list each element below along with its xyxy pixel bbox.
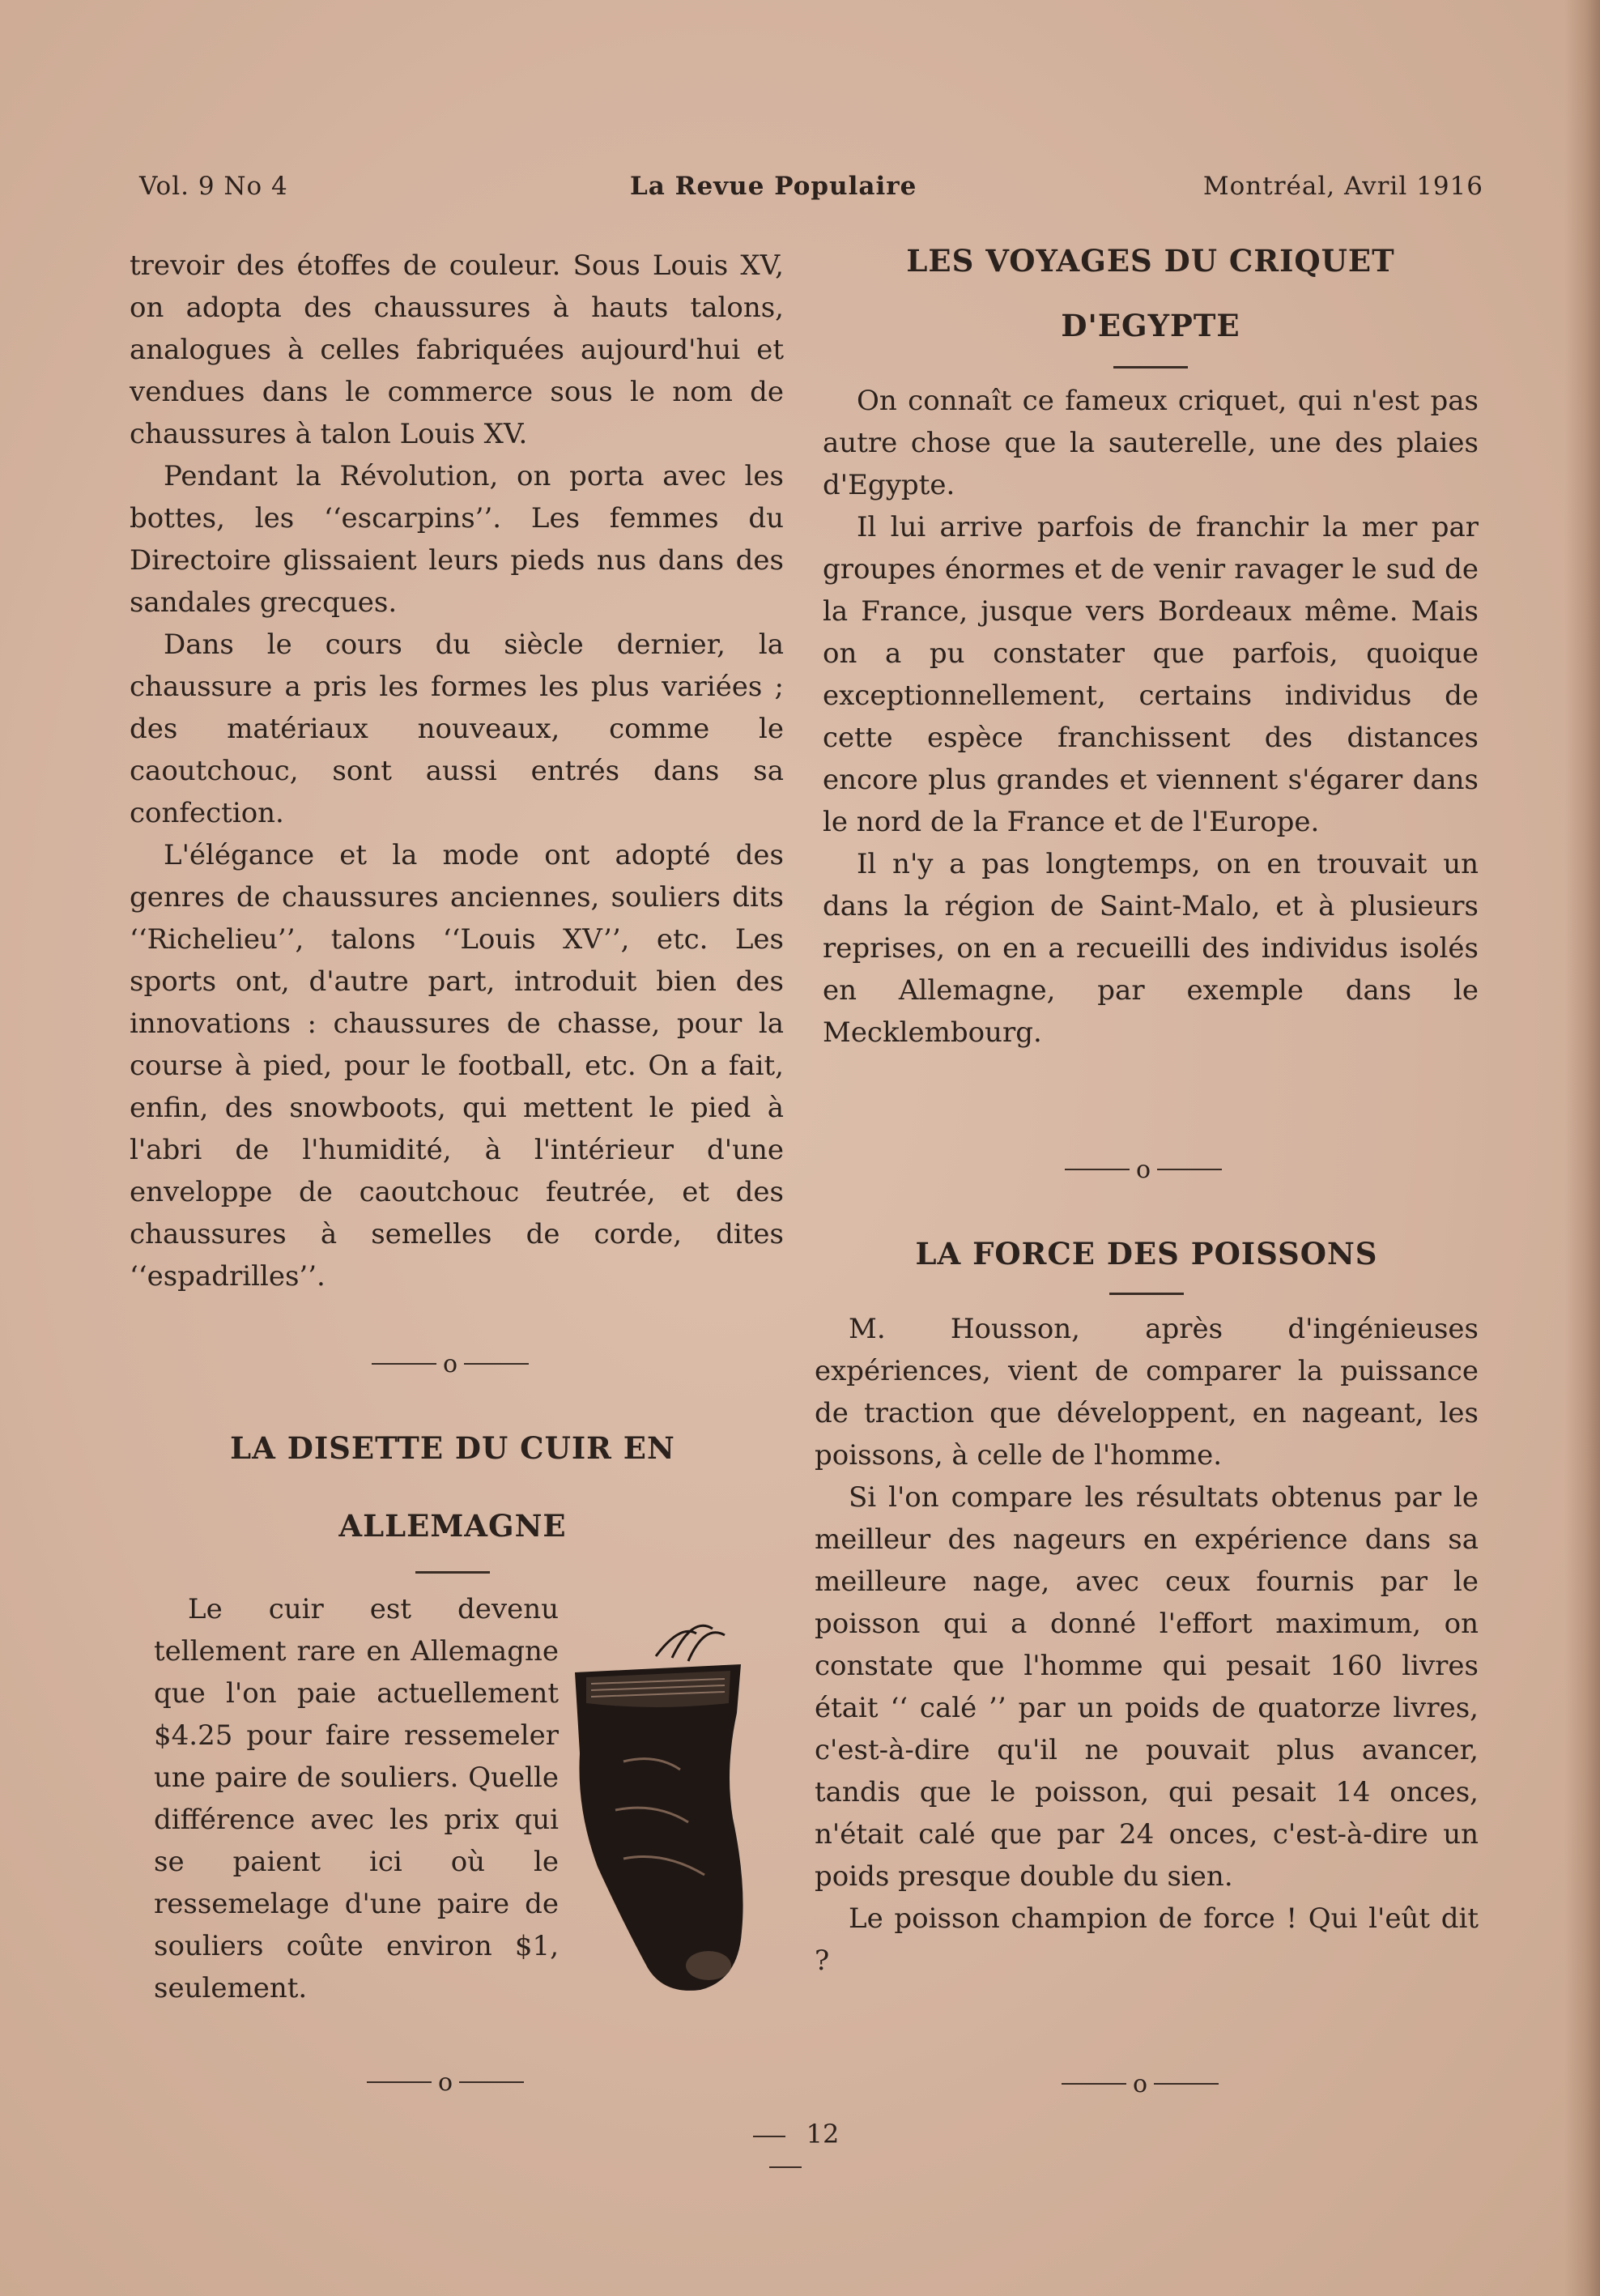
- heading-rule: [1113, 366, 1188, 368]
- section-separator-right-2: o: [978, 2068, 1302, 2098]
- poissons-paragraph-2: Si l'on compare les résultats obtenus par le meilleur des nageurs en expérience dans sa meilleure nage, avec ceux fournis par le poisson qui a donné l'effort maximum, on constate que l'homme qui pesait 160 livres était ‘‘ calé ’’ par un poids de quatorze livres, c'est-à-dire qu'il ne pouvait plus avancer, tandis que le poisson, qui pesait 14 onces, n'était calé que par 24 onces, c'est-à-dire un poids presque double du sien.: [815, 1481, 1479, 1893]
- heading-rule: [415, 1571, 490, 1574]
- article-body-disette: Le cuir est devenu tellement rare en Allemagne que l'on paie actuellement $4.25 pour faire ressemeler une paire de souliers. Quelle différence avec les prix qui se paient ici où le ressemelage d'une paire de souliers coûte environ $1, seulement.: [154, 1593, 559, 2004]
- page-edge: [1564, 0, 1600, 2296]
- page-number: 12: [696, 2119, 874, 2180]
- article-heading-poissons: LA FORCE DES POISSONS: [915, 1236, 1378, 1272]
- left-paragraph-1: trevoir des étoffes de couleur. Sous Louis XV, on adopta des chaussures à hauts talons, analogues à celles fabriquées aujourd'hui et vendues dans le commerce sous le nom de chaussures à talon Louis XV.: [130, 249, 784, 450]
- section-separator-right-1: o: [981, 1154, 1305, 1184]
- article-heading-disette: LA DISETTE DU CUIR EN ALLEMAGNE: [230, 1430, 675, 1544]
- left-paragraph-4: L'élégance et la mode ont adopté des genres de chaussures anciennes, souliers dits ‘‘Richelieu’’, talons ‘‘Louis XV’’, etc. Les sports ont, d'autre part, introduit bien des innovations : chaussures de chasse, pour la course à pied, pour le football, etc. On a fait, enfin, des snowboots, qui mettent le pied à l'abri de l'humidité, à l'intérieur d'une enveloppe de caoutchouc feutrée, et des chaussures à semelles de corde, dites ‘‘espadrilles’’.: [130, 839, 784, 1293]
- article-poissons: [815, 1215, 1479, 1982]
- left-paragraph-2: Pendant la Révolution, on porta avec les bottes, les ‘‘escarpins’’. Les femmes du Directoire glissaient leurs pieds nus dans des sandales grecques.: [130, 460, 784, 619]
- issue-date: Montréal, Avril 1916: [1202, 172, 1483, 201]
- volume-label: Vol. 9 No 4: [139, 172, 288, 201]
- magazine-title: La Revue Populaire: [630, 172, 917, 201]
- criquet-paragraph-3: Il n'y a pas longtemps, on en trouvait un dans la région de Saint-Malo, et à plusieurs reprises, on en a recueilli des individus isolés en Allemagne, par exemple dans le Mecklembourg.: [823, 848, 1479, 1049]
- left-paragraph-3: Dans le cours du siècle dernier, la chaussure a pris les formes les plus variées ; des matériaux nouveaux, comme le caoutchouc, sont aussi entrés dans sa confection.: [130, 628, 784, 829]
- criquet-paragraph-1: On connaît ce fameux criquet, qui n'est pas autre chose que la sauterelle, une des plaies d'Egypte.: [823, 385, 1479, 501]
- article-heading-criquet: LES VOYAGES DU CRIQUET D'EGYPTE: [906, 243, 1395, 343]
- left-column: [130, 245, 784, 1297]
- poissons-paragraph-3: Le poisson champion de force ! Qui l'eût dit ?: [815, 1902, 1479, 1977]
- criquet-paragraph-2: Il lui arrive parfois de franchir la mer par groupes énormes et de venir ravager le sud de la France, jusque vers Bordeaux même. Mais on a pu constater que parfois, quoique exceptionnellement, certains individus de cette espèce franchissent des distances encore plus grandes et viennent s'égarer dans le nord de la France et de l'Europe.: [823, 511, 1479, 838]
- right-column: [823, 228, 1479, 1054]
- section-separator-left-1: o: [288, 1348, 612, 1378]
- poissons-paragraph-1: M. Housson, après d'ingénieuses expériences, vient de comparer la puissance de traction que développent, en nageant, les poissons, à celle de l'homme.: [815, 1313, 1479, 1472]
- shoe-illustration: [559, 1600, 761, 2004]
- section-separator-left-2: o: [283, 2067, 607, 2097]
- heading-rule: [1109, 1293, 1184, 1295]
- running-header: [139, 172, 1483, 212]
